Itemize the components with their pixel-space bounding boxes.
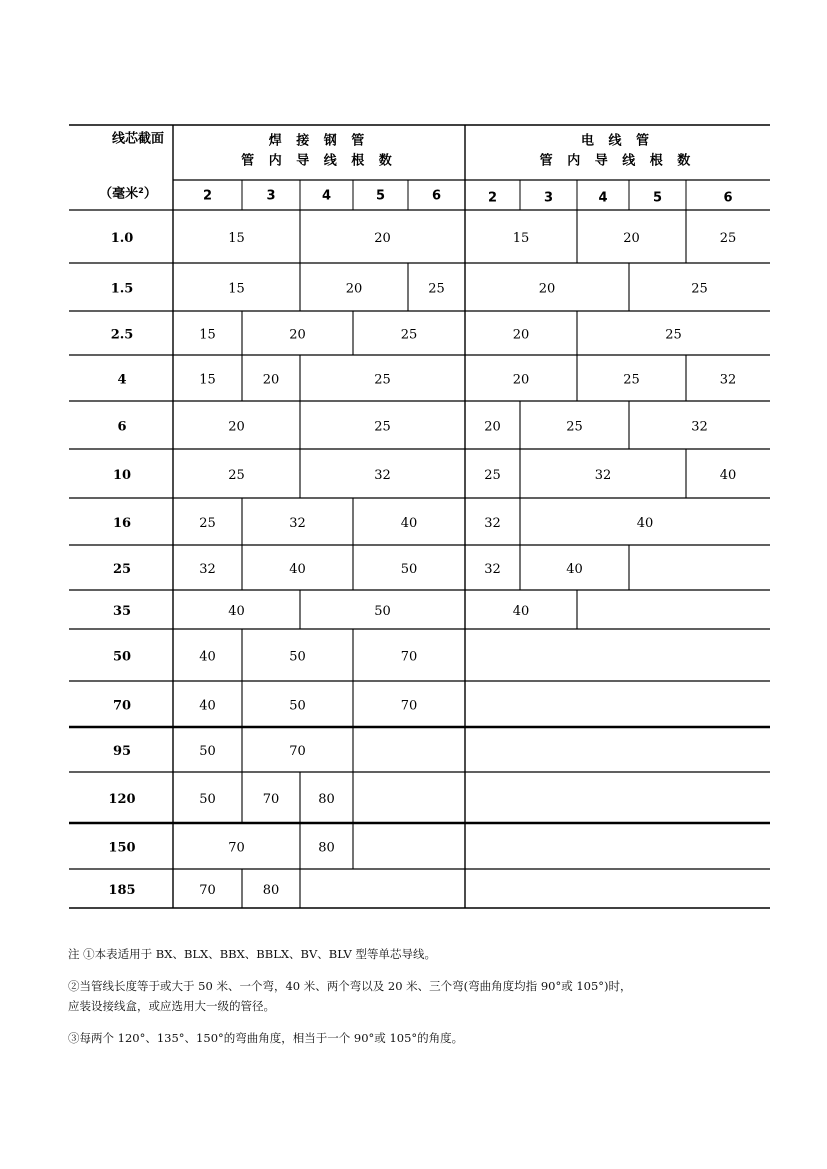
section-size-6: 6 <box>117 419 127 435</box>
diameter-left: 50 <box>289 698 306 714</box>
note-1: 注 ①本表适用于 BX、BLX、BBX、BBLX、BV、BLV 型等单芯导线。 <box>68 947 436 961</box>
diameter-right: 20 <box>512 372 530 388</box>
section-size-1.0: 1.0 <box>110 231 134 246</box>
group-subtitle: 管 内 导 线 根 数 <box>241 153 397 169</box>
diameter-left: 80 <box>318 840 335 856</box>
count-right-2: 2 <box>487 190 498 206</box>
diameter-left: 25 <box>428 281 445 297</box>
table-grid <box>69 125 770 908</box>
diameter-right: 32 <box>719 372 737 388</box>
note-2 <box>68 976 768 1016</box>
diameter-left: 70 <box>400 698 418 714</box>
diameter-right: 25 <box>719 231 737 246</box>
count-left-3: 3 <box>266 188 276 204</box>
diameter-left: 20 <box>262 372 280 388</box>
count-right-6: 6 <box>723 190 733 206</box>
diameter-right: 40 <box>636 516 654 531</box>
note-2-line-1: ②当管线长度等于或大于 50 米、一个弯，40 米、两个弯以及 20 米、三个弯(弯曲角度均指 90°或 105°)时， <box>68 979 632 993</box>
note-3: ③每两个 120°、135°、150°的弯曲角度，相当于一个 90°或 105°的角度。 <box>68 1031 464 1045</box>
diameter-right: 32 <box>691 419 708 435</box>
section-size-4: 4 <box>117 372 127 388</box>
diameter-left: 32 <box>199 562 216 577</box>
diameter-right: 25 <box>691 281 708 297</box>
diameter-right: 25 <box>623 372 640 388</box>
diameter-left: 70 <box>262 792 280 807</box>
diameter-left: 32 <box>289 516 306 531</box>
diameter-left: 25 <box>228 468 245 483</box>
diameter-left: 15 <box>228 231 245 246</box>
diameter-right: 32 <box>484 516 501 531</box>
diameter-left: 70 <box>199 883 216 898</box>
diameter-right: 20 <box>538 281 556 297</box>
diameter-left: 20 <box>228 419 245 435</box>
diameter-left: 50 <box>289 649 306 665</box>
diameter-left: 80 <box>318 792 335 807</box>
section-size-95: 95 <box>112 744 132 759</box>
diameter-left: 70 <box>400 649 418 665</box>
diameter-right: 25 <box>665 327 682 343</box>
diameter-right: 20 <box>512 327 530 343</box>
diameter-right: 25 <box>484 468 501 483</box>
diameter-left: 15 <box>199 372 216 388</box>
section-size-16: 16 <box>112 516 132 531</box>
diameter-right: 25 <box>566 419 583 435</box>
diameter-right: 40 <box>512 604 530 619</box>
section-size-2.5: 2.5 <box>110 327 134 343</box>
diameter-left: 40 <box>199 698 216 714</box>
diameter-right: 15 <box>512 231 530 246</box>
diameter-left: 40 <box>199 649 216 665</box>
note-2-line-2: 应装设接线盒，或应选用大一级的管径。 <box>68 999 275 1013</box>
count-left-5: 5 <box>375 188 386 204</box>
diameter-right: 32 <box>594 468 612 483</box>
count-left-6: 6 <box>431 188 442 204</box>
section-size-35: 35 <box>112 604 132 619</box>
table-header <box>99 131 732 206</box>
group-title: 焊 接 钢 管 <box>268 133 370 149</box>
diameter-left: 25 <box>374 372 391 388</box>
table-notes <box>68 944 768 1060</box>
count-right-4: 4 <box>598 190 608 206</box>
diameter-left: 32 <box>374 468 391 483</box>
diameter-left: 25 <box>374 419 391 435</box>
count-right-5: 5 <box>652 190 663 206</box>
count-right-3: 3 <box>543 190 554 206</box>
diameter-left: 20 <box>374 231 391 246</box>
section-size-50: 50 <box>112 649 132 665</box>
section-header-label: 线芯截面 <box>111 131 165 147</box>
section-size-10: 10 <box>112 468 132 483</box>
diameter-left: 50 <box>199 792 216 807</box>
table-body <box>108 231 736 898</box>
diameter-left: 20 <box>289 327 306 343</box>
diameter-left: 50 <box>374 604 391 619</box>
section-size-185: 185 <box>108 883 136 898</box>
section-unit-label: （毫米²） <box>99 186 157 202</box>
diameter-left: 15 <box>199 327 216 343</box>
diameter-right: 40 <box>566 562 583 577</box>
diameter-right: 32 <box>484 562 501 577</box>
count-left-4: 4 <box>321 188 332 204</box>
diameter-left: 40 <box>289 562 306 577</box>
diameter-left: 25 <box>199 516 216 531</box>
diameter-left: 20 <box>345 281 363 297</box>
diameter-left: 70 <box>289 744 306 759</box>
count-left-2: 2 <box>202 188 213 204</box>
diameter-left: 40 <box>400 516 418 531</box>
diameter-right: 20 <box>623 231 640 246</box>
section-size-70: 70 <box>112 698 132 714</box>
diameter-left: 15 <box>228 281 245 297</box>
diameter-right: 20 <box>484 419 501 435</box>
section-size-120: 120 <box>108 792 136 807</box>
group-subtitle: 管 内 导 线 根 数 <box>539 153 696 169</box>
section-size-25: 25 <box>112 562 132 577</box>
group-title: 电 线 管 <box>580 133 655 149</box>
diameter-left: 40 <box>228 604 245 619</box>
diameter-left: 80 <box>262 883 280 898</box>
diameter-right: 40 <box>719 468 737 483</box>
diameter-left: 70 <box>228 840 245 856</box>
diameter-left: 50 <box>199 744 216 759</box>
section-size-1.5: 1.5 <box>110 281 134 297</box>
diameter-left: 50 <box>400 562 418 577</box>
diameter-left: 25 <box>400 327 418 343</box>
section-size-150: 150 <box>108 840 136 856</box>
